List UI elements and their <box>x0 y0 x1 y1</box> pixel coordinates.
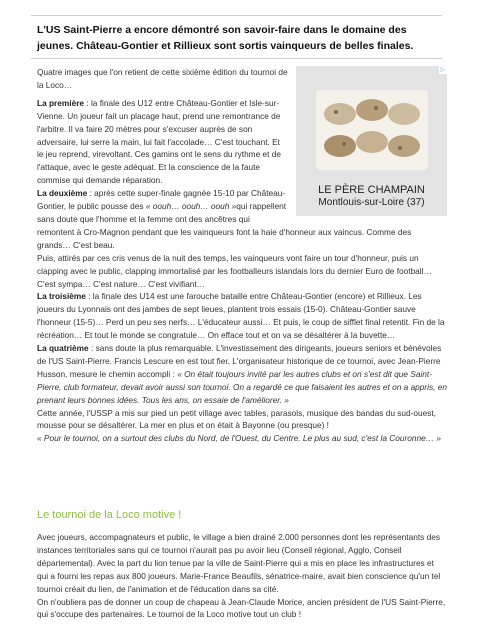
paragraph-text: qui rappellent sans doute que l'homme et la femme ont des ancêtres qui remontent à Cro-Magnon pendant que les vainqueurs font la haie d'honneur aux vaincus. Comme des grands… C'est beau. <box>37 201 412 250</box>
article-lede: L'US Saint-Pierre a encore démontré son savoir-faire dans le domaine des jeunes. Château-Gontier et Rillieux sont sortis vainqueurs de belles finales. <box>37 24 414 52</box>
paragraph-third <box>37 290 447 342</box>
paragraph-fourth <box>37 342 447 407</box>
paragraph-text: : sans doute la plus remarquable. L'investissement des dirigeants, joueurs seniors et bénévoles de l'US Saint-Pierre. Francis Lescure en est tout fier. L'organisateur historique de ce tournoi, avec Jean-Pierre Husson, mesure le chemin accompli : <box>37 343 442 379</box>
ad-info-icon[interactable]: ▷ <box>440 67 446 73</box>
paragraph-clapping: Puis, attirés par ces cris venus de la nuit des temps, les vainqueurs vont faire un tour d'honneur, puis un clapping avec le public, clapping immortalisé par les footballeurs islandais lors du dernier Euro de football… C'est sympa… C'est nature… C'est vivifiant… <box>37 252 432 289</box>
top-divider <box>31 15 442 16</box>
advertisement[interactable] <box>296 66 447 216</box>
paragraph-quote: « oouh… oouh… oouh » <box>145 201 237 212</box>
ad-product-image <box>314 84 430 176</box>
section-paragraph: Avec joueurs, accompagnateurs et public, le village a bien drainé 2.000 personnes dont les représentants des instances territoriales sans qui ce tournoi n'aurait pas pu avoir lieu (Conseil régional, Agglo, Conseil départemental). Avec la part du lion tenue par la ville de Saint-Pierre qui a mis en place les infrastructures et qui a fourni les repas aux 800 joueurs. Marie-France Beaufils, sénatrice-maire, avait bien conscience qu'un tel tournoi créait du lien, de l'animation et de l'éducation dans sa cité. <box>37 532 441 594</box>
paragraph-quote-couronne <box>37 432 447 445</box>
paragraph-text: : après cette super-finale gagnée 15-10 par Château-Gontier, le public pousse des <box>37 188 286 212</box>
paragraph-lead: La deuxième <box>37 188 88 199</box>
ad-subtitle: Montlouis-sur-Loire (37) <box>318 197 425 208</box>
intro-paragraph: Quatre images que l'on retient de cette sixième édition du tournoi de la Loco… <box>37 67 288 90</box>
paragraph-text: : la finale des U12 entre Château-Gontier et Isle-sur-Vienne. Un joueur fait un placage haut, prend une remontrance de l'arbitre. Il va faire 20 mètres pour s'excuser auprès de son adversaire, lui serre la main, lui fait l'accolade… C'est touchant. Et le jeu reprend, virevoltant. Ces gamins ont le sens du rythme et de l'attaque, avec le geste adéquat. Et la conscience de la faute commise qui demande réparation. <box>37 97 281 186</box>
section-body <box>37 531 447 621</box>
paragraph-lead: La première <box>37 97 85 108</box>
paragraph-quote: « Pour le tournoi, on a surtout des clubs du Nord, de l'Ouest, du Centre. Le plus au sud, c'est la Couronne… » <box>37 433 441 444</box>
section-paragraph: On n'oubliera pas de donner un coup de chapeau à Jean-Claude Morice, ancien président de l'US Saint-Pierre, qui s'occupe des partenaires. Le tournoi de la Loco motive tout un club ! <box>37 596 446 620</box>
paragraph-quote: « On était toujours invité par les autres clubs et on s'est dit que Saint-Pierre, club formateur, devait avoir aussi son tournoi. On a regardé ce que faisaient les autres et on a appris, en prenant leurs bonnes idées. Tous les ans, on essaie de l'améliorer. » <box>37 368 448 405</box>
paragraph-village: Cette année, l'USSP a mis sur pied un petit village avec tables, parasols, musique des bandas du sud-ouest, mousse pour se désaltérer. La mer en plus et on était à Bayonne (ou presque) ! <box>37 407 436 431</box>
paragraph-lead: La troisième <box>37 291 86 302</box>
paragraph-text: : la finale des U14 est une farouche bataille entre Château-Gontier (encore) et Rillieux. Les joueurs du Lyonnais ont des jambes de sept lieues, plantent trois essais (15-0). Château-Gontier sauve l'honneur (15-5)… Perd un peu ses nerfs… L'éducateur aussi… Et puis, le coup de sifflet final retentit. Fin de la récréation… Et tout le monde se congratule… On efface tout et on va se désaltérer à la buvette… <box>37 291 445 341</box>
section-title: Le tournoi de la Loco motive ! <box>37 509 182 521</box>
article-body <box>37 66 447 445</box>
lede-divider <box>31 58 442 59</box>
ad-title: LE PÈRE CHAMPAIN <box>318 184 425 196</box>
paragraph-lead: La quatrième <box>37 343 89 354</box>
